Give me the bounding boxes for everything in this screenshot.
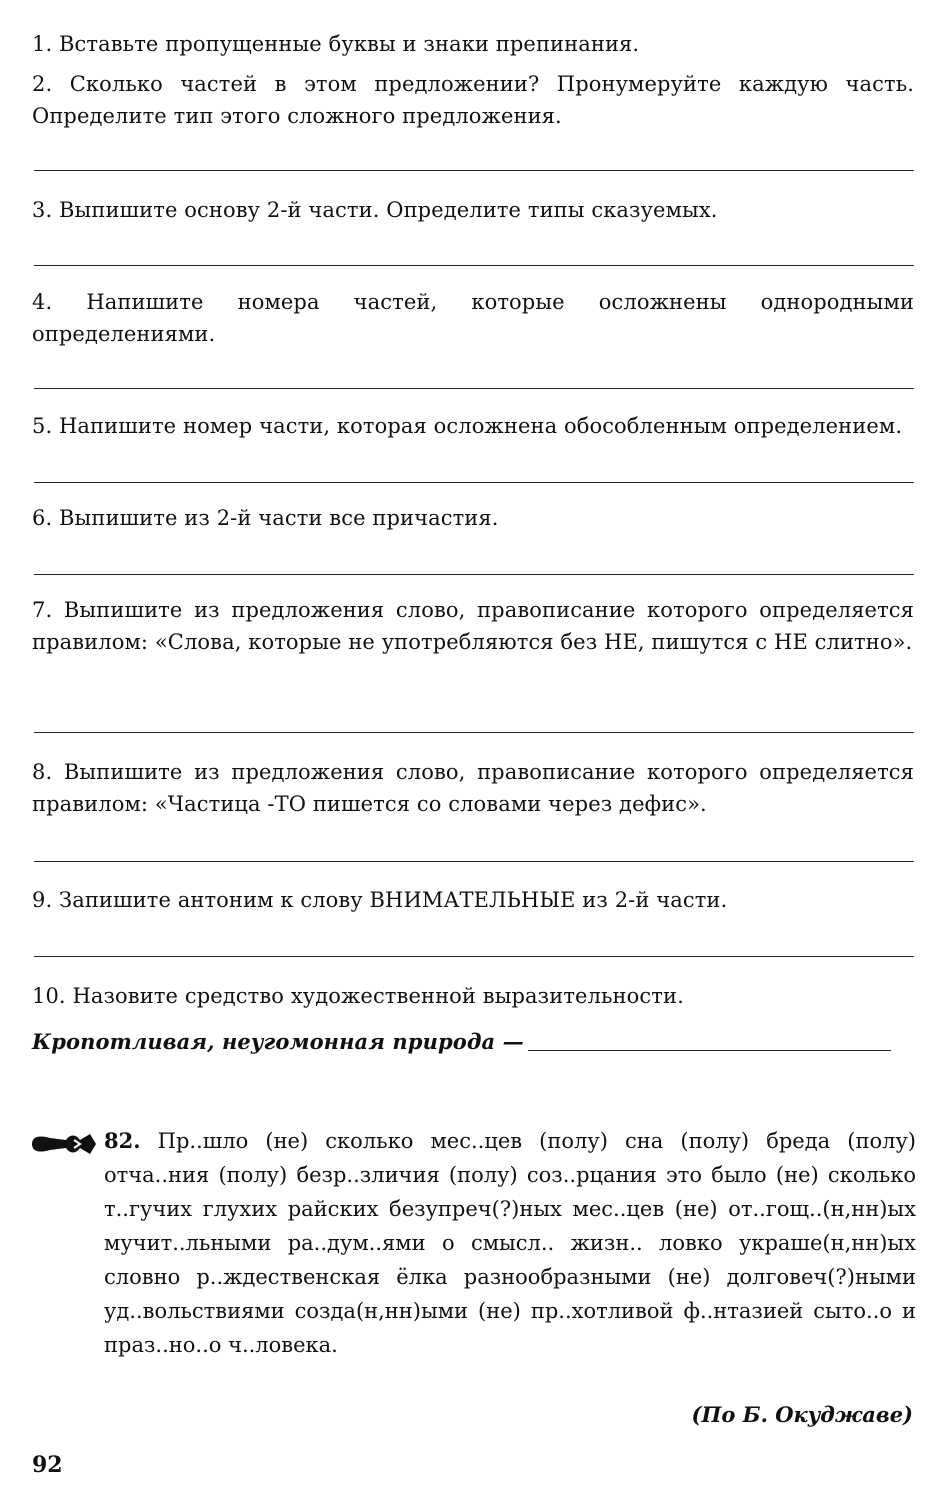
phrase-row [32,1026,914,1058]
answer-line-6[interactable] [34,574,914,575]
answer-line-7[interactable] [34,732,914,733]
exercise-82 [104,1124,916,1362]
answer-line-10[interactable] [528,1026,891,1051]
exercise-pen-icon [30,1130,100,1158]
answer-line-5[interactable] [34,482,914,483]
exercise-text: Пр..шло (не) сколько мес..цев (полу) сна (полу) бреда (полу) отча..ния (полу) безр..зличия (полу) соз..рцания это было (не) сколько т..гучих глухих райских безупреч(?)ных мес..цев (не) от..гощ..(н,нн)ых мучит..льными ра..дум..ями о смысл.. жизн.. ловко украше(н,нн)ых словно р..ждественская ёлка разнообразными (не) долговеч(?)ными уд..вольствиями созда(н,нн)ыми (не) пр..хотливой ф..нтазией сыто..о и праз..но..о ч..ловека. [104,1129,916,1357]
question-2: 2. Сколько частей в этом предложении? Пронумеруйте каждую часть. Определите тип этого сложного предложения. [32,72,914,128]
question-1: 1. Вставьте пропущенные буквы и знаки препинания. [32,32,640,56]
exercise-source: (По Б. Окуджаве) [691,1402,913,1427]
question-9: 9. Запишите антоним к слову ВНИМАТЕЛЬНЫЕ из 2-й части. [32,888,728,912]
question-10: 10. Назовите средство художественной выразительности. [32,984,684,1008]
exercise-number: 82. [104,1128,141,1153]
question-3: 3. Выпишите основу 2-й части. Определите типы сказуемых. [32,198,718,222]
answer-line-3[interactable] [34,265,914,266]
question-4: 4. Напишите номера частей, которые осложнены однородными определениями. [32,290,914,346]
question-7: 7. Выпишите из предложения слово, правописание которого определяется правилом: «Слова, которые не употребляются без НЕ, пишутся с НЕ слитно». [32,598,914,654]
answer-line-2[interactable] [34,170,914,171]
question-8: 8. Выпишите из предложения слово, правописание которого определяется правилом: «Частица -ТО пишется со словами через дефис». [32,760,914,816]
page-number: 92 [32,1452,63,1478]
question-5: 5. Напишите номер части, которая осложнена обособленным определением. [32,414,903,438]
answer-line-9[interactable] [34,956,914,957]
phrase-text: Кропотливая, неугомонная природа — [32,1029,524,1054]
answer-line-4[interactable] [34,388,914,389]
question-6: 6. Выпишите из 2-й части все причастия. [32,506,499,530]
answer-line-8[interactable] [34,861,914,862]
